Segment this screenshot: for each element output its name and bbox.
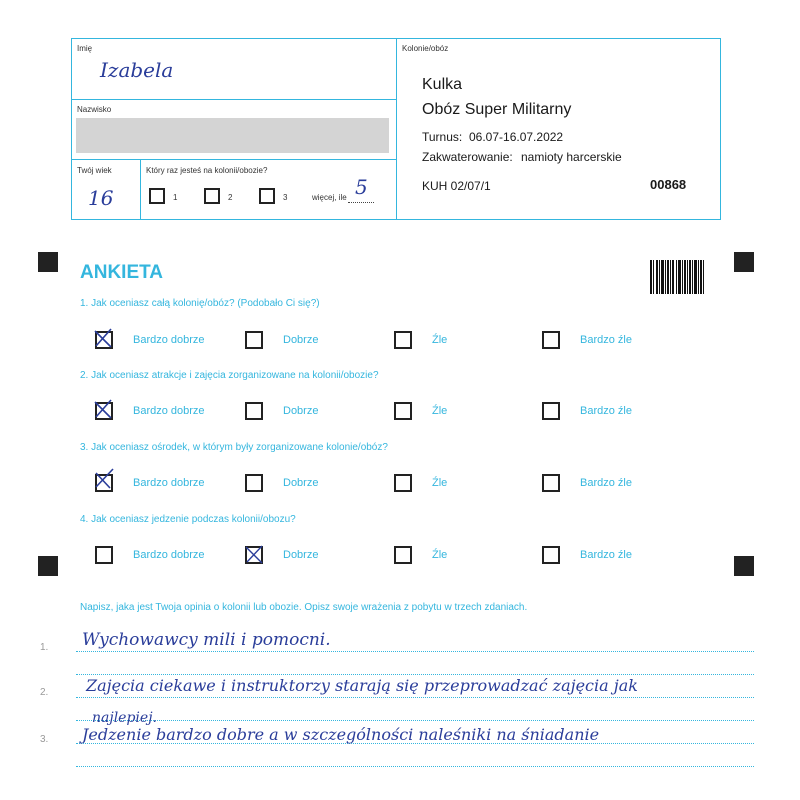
q1-label-bardzo-zle: Bardzo źle <box>580 334 632 346</box>
surname-redacted <box>76 118 389 153</box>
q4-option-zle[interactable] <box>394 546 412 564</box>
q4-label-zle: Źle <box>432 549 448 561</box>
q3-option-bardzo-zle[interactable] <box>542 474 560 492</box>
q1-label-bardzo-dobrze: Bardzo dobrze <box>133 334 205 346</box>
question-3: 3. Jak oceniasz ośrodek, w którym były zorganizowane kolonie/obóz? <box>80 442 388 453</box>
name-label: Imię <box>77 44 93 53</box>
age-value[interactable]: 16 <box>88 186 114 210</box>
times-checkbox-3[interactable] <box>259 188 275 204</box>
times-option-1: 1 <box>173 193 178 202</box>
q1-option-bardzo-zle[interactable] <box>542 331 560 349</box>
q1-label-zle: Źle <box>432 334 448 346</box>
times-more-line <box>348 202 374 203</box>
q2-label-bardzo-dobrze: Bardzo dobrze <box>133 405 205 417</box>
registration-mark <box>734 556 754 576</box>
camp-label: Kolonie/obóz <box>402 44 449 53</box>
q4-label-dobrze: Dobrze <box>283 549 319 561</box>
times-label: Który raz jesteś na kolonii/obozie? <box>146 166 268 175</box>
check-mark-icon <box>243 543 265 565</box>
q3-label-bardzo-dobrze: Bardzo dobrze <box>133 477 205 489</box>
surname-label: Nazwisko <box>77 105 112 114</box>
times-more-value[interactable]: 5 <box>355 175 368 199</box>
q2-option-dobrze[interactable] <box>245 402 263 420</box>
answer-line <box>76 674 754 675</box>
survey-title: ANKIETA <box>80 262 164 283</box>
check-mark-icon <box>92 327 114 349</box>
times-option-2: 2 <box>228 193 233 202</box>
turnus-value: 06.07-16.07.2022 <box>469 130 564 144</box>
times-more-label: więcej, ile <box>312 193 347 202</box>
q3-label-bardzo-zle: Bardzo źle <box>580 477 632 489</box>
q2-label-bardzo-zle: Bardzo źle <box>580 405 632 417</box>
question-2: 2. Jak oceniasz atrakcje i zajęcia zorganizowane na kolonii/obozie? <box>80 370 379 381</box>
q4-label-bardzo-zle: Bardzo źle <box>580 549 632 561</box>
check-mark-icon <box>92 398 114 420</box>
q1-label-dobrze: Dobrze <box>283 334 319 346</box>
q4-option-bardzo-zle[interactable] <box>542 546 560 564</box>
accommodation-label: Zakwaterowanie: <box>422 150 513 164</box>
turnus-label: Turnus: <box>422 130 463 144</box>
opinion-prompt: Napisz, jaka jest Twoja opinia o kolonii lub obozie. Opisz swoje wrażenia z pobytu w trzech zdaniach. <box>80 602 528 613</box>
response-line-3[interactable]: Jedzenie bardzo dobre a w szczególności naleśniki na śniadanie <box>82 725 600 744</box>
answer-line <box>76 720 754 721</box>
q3-label-zle: Źle <box>432 477 448 489</box>
times-checkbox-1[interactable] <box>149 188 165 204</box>
line-number-3: 3. <box>40 734 49 745</box>
q4-label-bardzo-dobrze: Bardzo dobrze <box>133 549 205 561</box>
age-label: Twój wiek <box>77 166 112 175</box>
question-1: 1. Jak oceniasz całą kolonię/obóz? (Podobało Ci się?) <box>80 298 320 309</box>
q2-label-dobrze: Dobrze <box>283 405 319 417</box>
times-checkbox-2[interactable] <box>204 188 220 204</box>
registration-mark <box>38 556 58 576</box>
check-mark-icon <box>92 468 114 490</box>
answer-line <box>76 697 754 698</box>
camp-name: Kulka <box>422 76 463 93</box>
line-number-2: 2. <box>40 687 49 698</box>
name-value[interactable]: Izabela <box>100 58 174 82</box>
divider <box>71 99 396 100</box>
answer-line <box>76 651 754 652</box>
q2-option-zle[interactable] <box>394 402 412 420</box>
response-line-1[interactable]: Wychowawcy mili i pomocni. <box>82 630 331 650</box>
q3-label-dobrze: Dobrze <box>283 477 319 489</box>
divider <box>396 38 397 220</box>
accommodation-value: namioty harcerskie <box>521 150 622 164</box>
divider <box>140 159 141 220</box>
answer-line <box>76 766 754 767</box>
q1-option-zle[interactable] <box>394 331 412 349</box>
line-number-1: 1. <box>40 642 49 653</box>
times-option-3: 3 <box>283 193 288 202</box>
q3-option-dobrze[interactable] <box>245 474 263 492</box>
response-line-2-continued[interactable]: najlepiej. <box>92 710 157 726</box>
form-number: 00868 <box>650 177 687 192</box>
response-line-2[interactable]: Zajęcia ciekawe i instruktorzy starają się przeprowadzać zajęcia jak <box>86 676 638 695</box>
divider <box>71 159 396 160</box>
q2-option-bardzo-zle[interactable] <box>542 402 560 420</box>
camp-code: KUH 02/07/1 <box>422 179 491 193</box>
q2-label-zle: Źle <box>432 405 448 417</box>
registration-mark <box>734 252 754 272</box>
registration-mark <box>38 252 58 272</box>
question-4: 4. Jak oceniasz jedzenie podczas kolonii/obozu? <box>80 514 296 525</box>
barcode <box>650 260 704 294</box>
camp-title: Obóz Super Militarny <box>422 101 572 118</box>
q1-option-dobrze[interactable] <box>245 331 263 349</box>
q3-option-zle[interactable] <box>394 474 412 492</box>
q4-option-bardzo-dobrze[interactable] <box>95 546 113 564</box>
